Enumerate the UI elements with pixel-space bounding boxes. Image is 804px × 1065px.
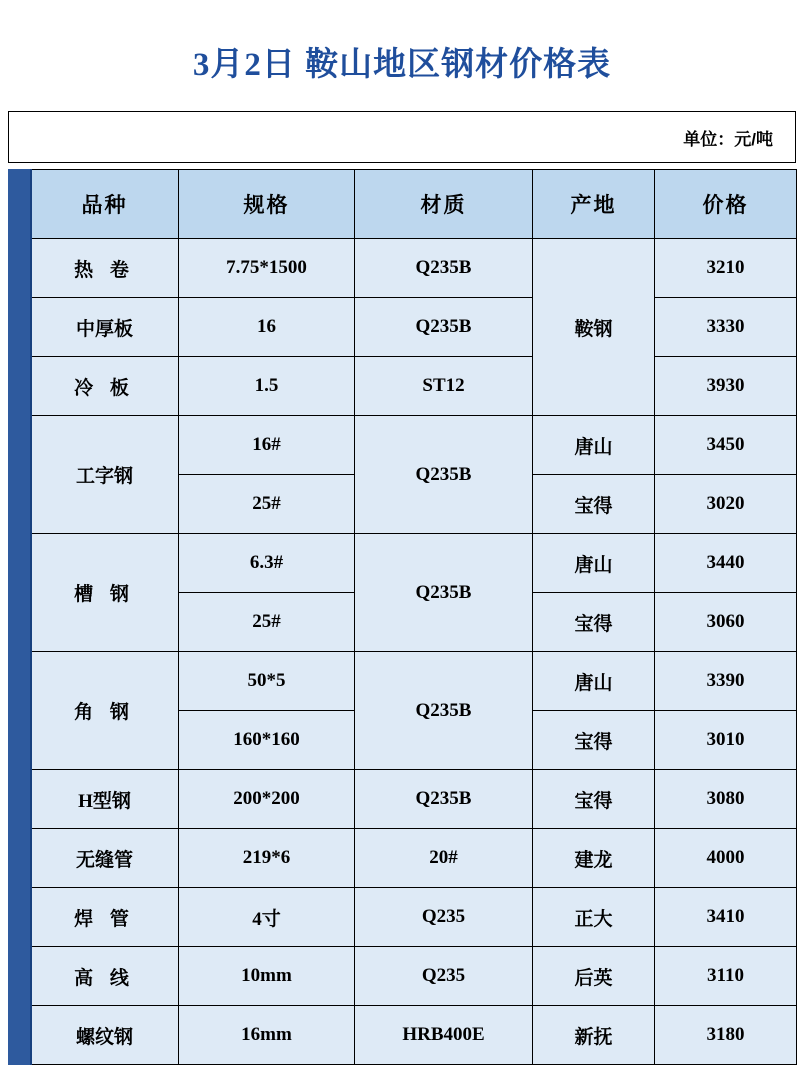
table-row bbox=[31, 770, 797, 829]
cell-category: 中厚板 bbox=[31, 298, 179, 357]
column-header-material: 材质 bbox=[355, 170, 533, 239]
cell-spec: 1.5 bbox=[179, 357, 355, 416]
cell-origin: 宝得 bbox=[533, 593, 655, 652]
cell-origin: 唐山 bbox=[533, 652, 655, 711]
table-row bbox=[31, 357, 797, 416]
cell-price: 3180 bbox=[655, 1006, 797, 1065]
cell-origin: 正大 bbox=[533, 888, 655, 947]
column-header-category: 品种 bbox=[31, 170, 179, 239]
cell-material: Q235 bbox=[355, 888, 533, 947]
table-row bbox=[31, 652, 797, 711]
cell-category: 无缝管 bbox=[31, 829, 179, 888]
table-header-row bbox=[31, 170, 797, 239]
cell-spec: 16# bbox=[179, 416, 355, 475]
cell-origin: 唐山 bbox=[533, 416, 655, 475]
cell-spec: 25# bbox=[179, 593, 355, 652]
cell-origin: 宝得 bbox=[533, 711, 655, 770]
cell-category: 槽 钢 bbox=[31, 534, 179, 652]
cell-category: 冷 板 bbox=[31, 357, 179, 416]
cell-origin: 后英 bbox=[533, 947, 655, 1006]
cell-spec: 7.75*1500 bbox=[179, 239, 355, 298]
cell-spec: 16 bbox=[179, 298, 355, 357]
cell-spec: 10mm bbox=[179, 947, 355, 1006]
cell-price: 3060 bbox=[655, 593, 797, 652]
column-header-price: 价格 bbox=[655, 170, 797, 239]
cell-price: 3930 bbox=[655, 357, 797, 416]
cell-material: Q235 bbox=[355, 947, 533, 1006]
cell-category: 焊 管 bbox=[31, 888, 179, 947]
left-accent-bar bbox=[8, 169, 32, 1065]
table-row bbox=[31, 947, 797, 1006]
cell-price: 3450 bbox=[655, 416, 797, 475]
cell-price: 3440 bbox=[655, 534, 797, 593]
cell-material: ST12 bbox=[355, 357, 533, 416]
steel-price-table bbox=[30, 169, 797, 1065]
table-row bbox=[31, 239, 797, 298]
cell-material: HRB400E bbox=[355, 1006, 533, 1065]
table-row bbox=[31, 829, 797, 888]
cell-spec: 50*5 bbox=[179, 652, 355, 711]
table-row bbox=[31, 534, 797, 593]
cell-origin: 建龙 bbox=[533, 829, 655, 888]
cell-price: 3110 bbox=[655, 947, 797, 1006]
cell-category: 工字钢 bbox=[31, 416, 179, 534]
cell-category: 热 卷 bbox=[31, 239, 179, 298]
cell-material: Q235B bbox=[355, 652, 533, 770]
column-header-origin: 产地 bbox=[533, 170, 655, 239]
table-row bbox=[31, 298, 797, 357]
cell-material: Q235B bbox=[355, 239, 533, 298]
cell-spec: 200*200 bbox=[179, 770, 355, 829]
cell-origin: 唐山 bbox=[533, 534, 655, 593]
cell-price: 3010 bbox=[655, 711, 797, 770]
column-header-spec: 规格 bbox=[179, 170, 355, 239]
cell-spec: 16mm bbox=[179, 1006, 355, 1065]
cell-material: Q235B bbox=[355, 416, 533, 534]
cell-price: 3330 bbox=[655, 298, 797, 357]
cell-spec: 219*6 bbox=[179, 829, 355, 888]
page-title: 3月2日 鞍山地区钢材价格表 bbox=[192, 47, 612, 83]
cell-material: 20# bbox=[355, 829, 533, 888]
cell-price: 3080 bbox=[655, 770, 797, 829]
cell-category: 高 线 bbox=[31, 947, 179, 1006]
cell-material: Q235B bbox=[355, 770, 533, 829]
cell-material: Q235B bbox=[355, 534, 533, 652]
cell-origin: 宝得 bbox=[533, 770, 655, 829]
table-row bbox=[31, 416, 797, 475]
cell-category: 角 钢 bbox=[31, 652, 179, 770]
cell-origin: 宝得 bbox=[533, 475, 655, 534]
cell-price: 3410 bbox=[655, 888, 797, 947]
cell-spec: 160*160 bbox=[179, 711, 355, 770]
cell-material: Q235B bbox=[355, 298, 533, 357]
cell-price: 3020 bbox=[655, 475, 797, 534]
unit-row bbox=[8, 111, 796, 163]
table-row bbox=[31, 1006, 797, 1065]
cell-category: 螺纹钢 bbox=[31, 1006, 179, 1065]
unit-label: 单位：元/吨 bbox=[683, 129, 773, 149]
cell-spec: 6.3# bbox=[179, 534, 355, 593]
cell-spec: 4寸 bbox=[179, 888, 355, 947]
table-row bbox=[31, 888, 797, 947]
cell-price: 3390 bbox=[655, 652, 797, 711]
cell-price: 3210 bbox=[655, 239, 797, 298]
cell-category: H型钢 bbox=[31, 770, 179, 829]
steel-price-table-wrap bbox=[8, 169, 796, 1065]
cell-price: 4000 bbox=[655, 829, 797, 888]
cell-origin: 鞍钢 bbox=[533, 239, 655, 416]
cell-spec: 25# bbox=[179, 475, 355, 534]
cell-origin: 新抚 bbox=[533, 1006, 655, 1065]
